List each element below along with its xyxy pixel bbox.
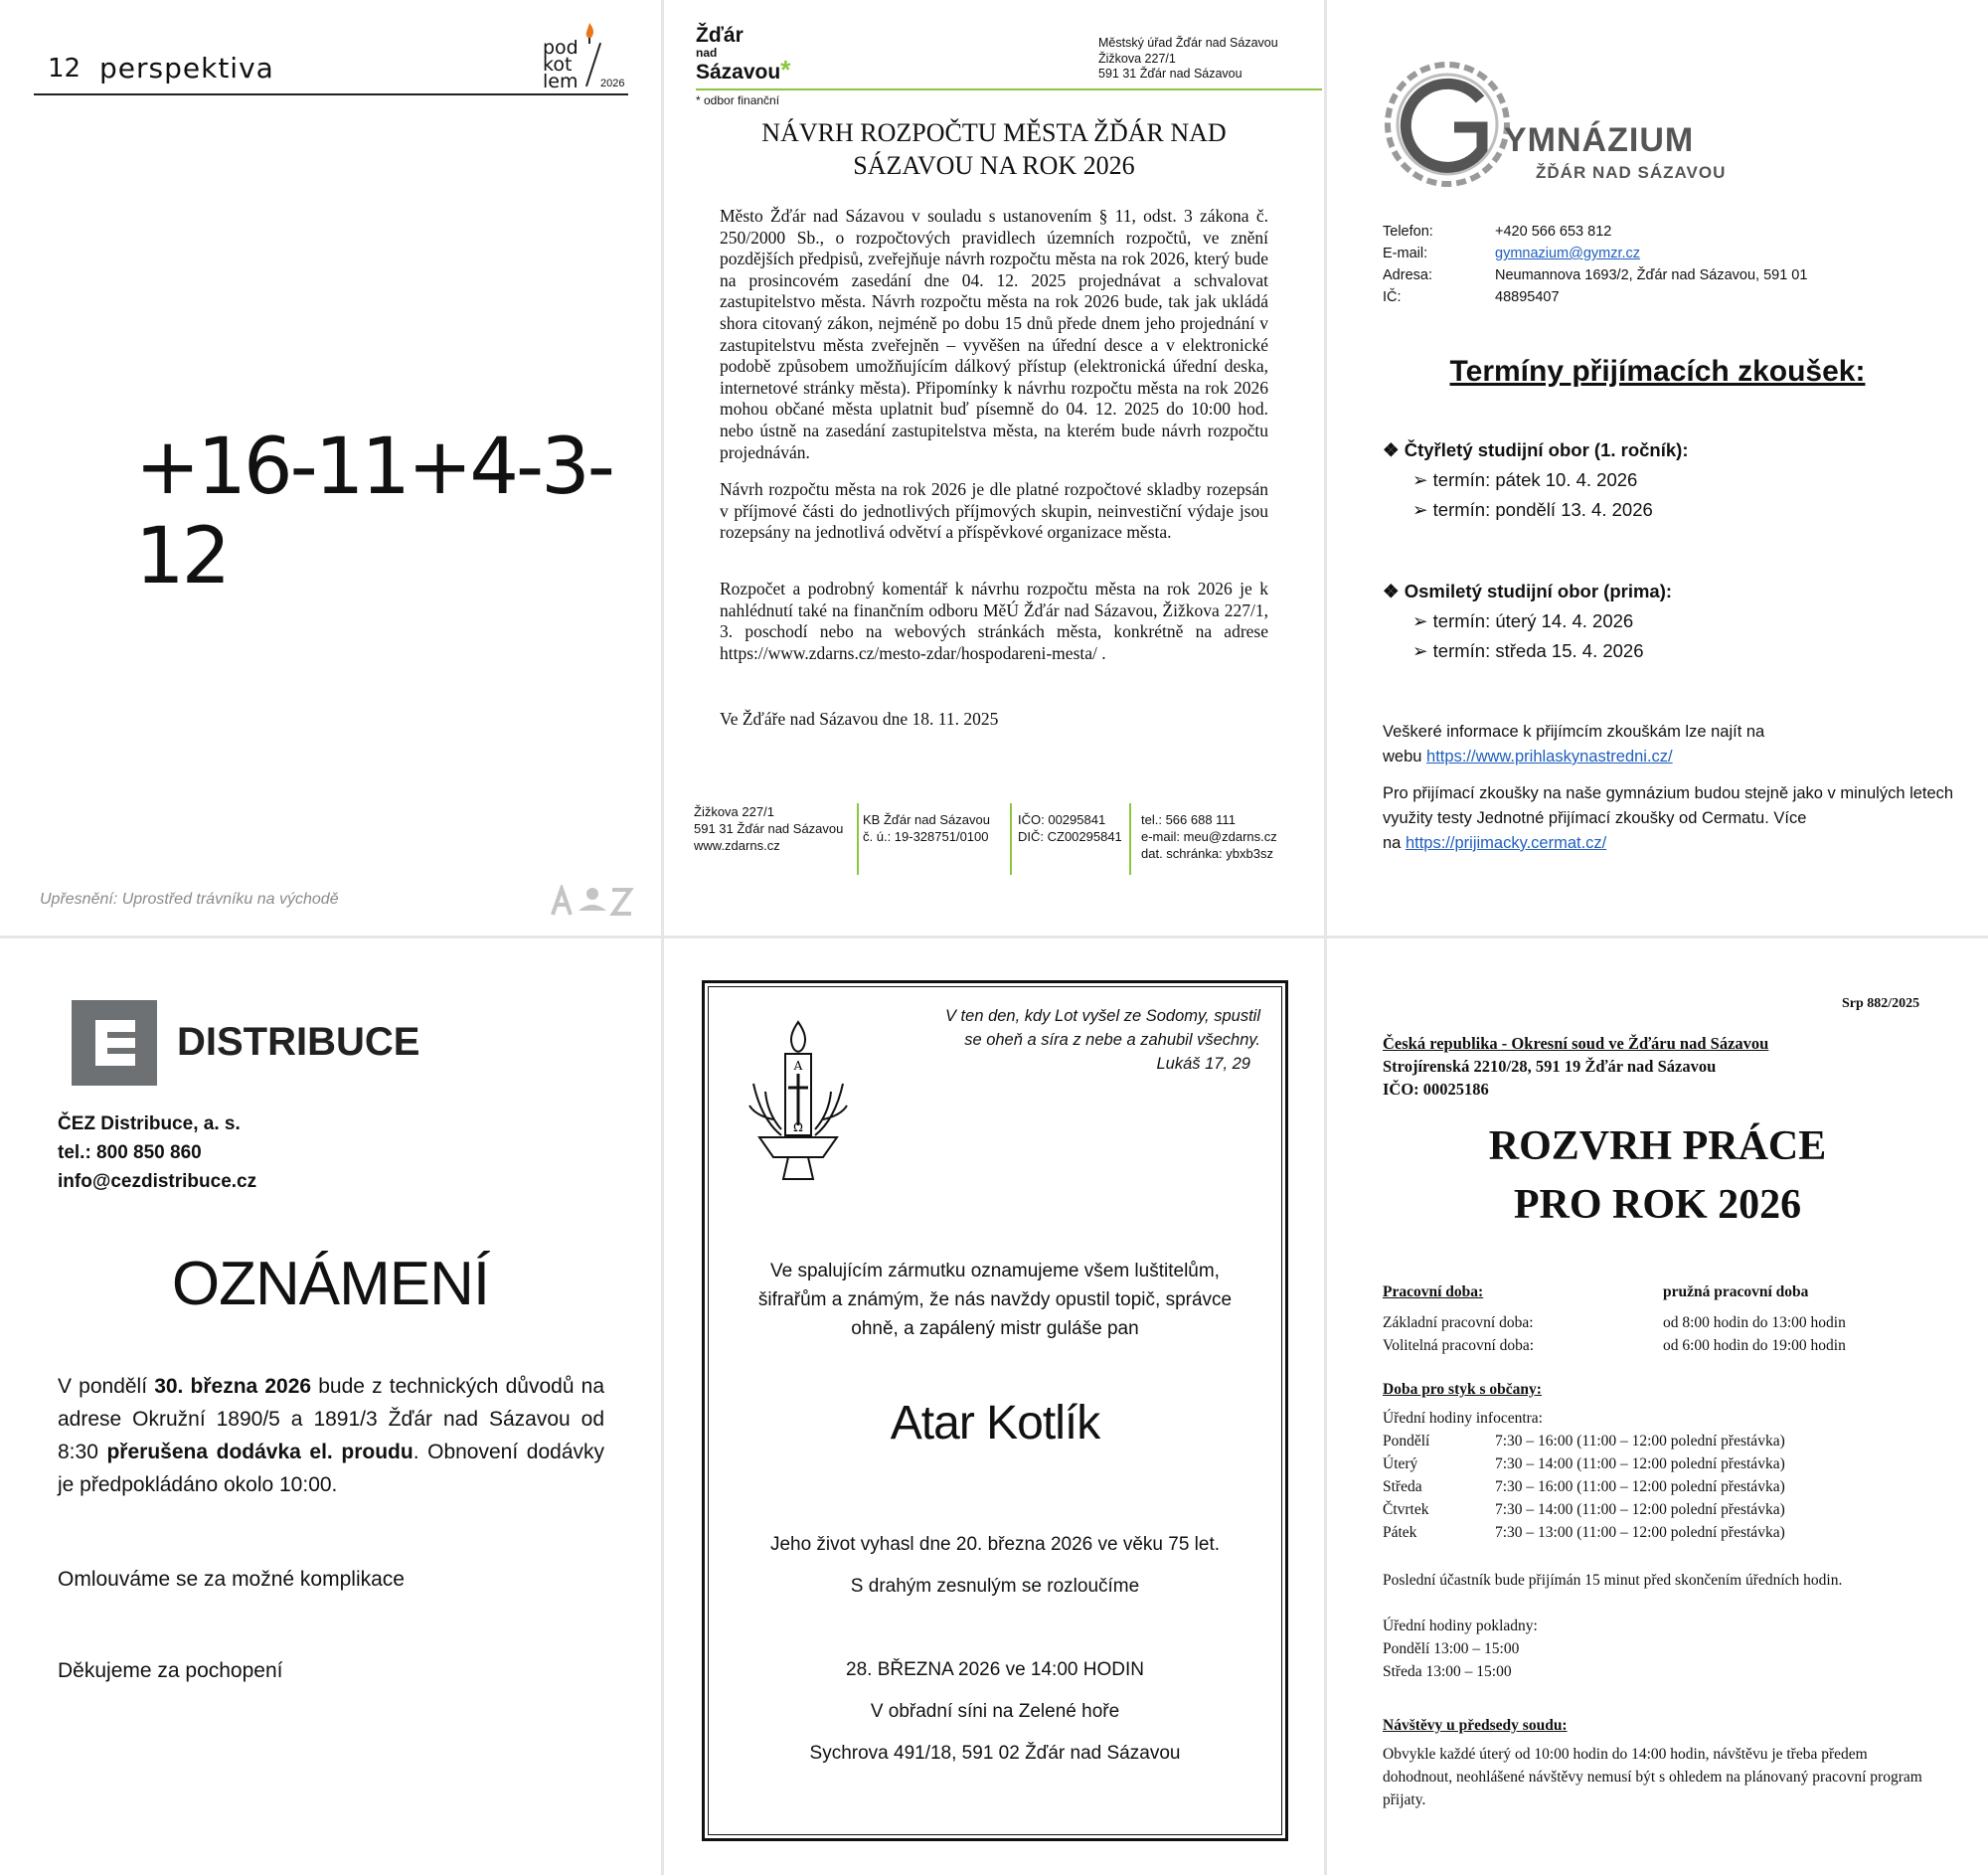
arrow-bullet-icon: ➢ [1412,610,1433,631]
info-label: IČ: [1383,289,1402,305]
info-block-1 [1383,720,1959,769]
cash-line: Středa 13:00 – 15:00 [1383,1663,1512,1680]
footer-ids [1018,811,1122,845]
court-header [1383,1032,1768,1101]
footer-email: e-mail: meu@zdarns.cz [1141,829,1277,844]
candle-omega: Ω [793,1120,803,1134]
contact-info [1383,221,1807,308]
exam-group-4yr [1383,435,1688,525]
footer-street: Žižkova 227/1 [694,804,774,819]
email-link[interactable]: gymnazium@gymzr.cz [1495,246,1641,261]
outage-notice [58,1370,604,1501]
last-participant-note: Poslední účastník bude přijímán 15 minut před skončením úředních hodin. [1383,1572,1843,1589]
city-logo-line-2: nad [696,46,718,60]
footer-phone: tel.: 566 688 111 [1141,812,1236,827]
paragraph-3: Rozpočet a podrobný komentář k návrhu rozpočtu města na rok 2026 je k nahlédnutí také na finančním odboru MěÚ Žďár nad Sázavou, Žižkova 227/1, 3. poschodí nebo na webových stránkách města, konkrétně na adrese https://www.zdarns.cz/mesto-zdar/hospodareni-mesta/ . [720,579,1268,663]
funeral-date: 28. BŘEZNA 2026 ve 14:00 HODIN [846,1659,1144,1680]
day-hours: 7:30 – 16:00 (11:00 – 12:00 polední přestávka) [1495,1478,1785,1495]
intro-line: Ve spalujícím zármutku oznamujeme všem luštitelům, [770,1261,1220,1281]
court-ico: IČO: 00025186 [1383,1080,1489,1099]
footer-divider [857,803,859,875]
budget-heading [664,116,1324,182]
day-name: Úterý [1383,1455,1418,1472]
funeral-place: V obřadní síni na Zelené hoře [870,1701,1120,1722]
company-phone: tel.: 800 850 860 [58,1142,202,1163]
arrow-bullet-icon: ➢ [1412,640,1433,661]
title-line: PRO ROK 2026 [1513,1182,1802,1228]
work-hours [1383,1280,1939,1357]
court-schedule-panel [1327,938,1988,1875]
gymnasium-panel [1327,0,1988,936]
apology-line: Omlouváme se za možné komplikace [58,1568,405,1591]
header-rule [696,88,1322,90]
work-value: pružná pracovní doba [1663,1283,1809,1300]
section-title: perspektiva [99,52,274,85]
work-label: Pracovní doba: [1383,1283,1484,1300]
arrow-bullet-icon: ➢ [1412,499,1433,520]
notice-title: OZNÁMENÍ [171,1250,490,1318]
info-text: Veškeré informace k přijímcím zkouškám lze najít na [1383,723,1765,741]
day-name: Středa [1383,1478,1422,1495]
logo-line-3: lem [543,71,579,92]
info-ic: 48895407 [1495,289,1560,305]
footer-dic: DIČ: CZ00295841 [1018,829,1122,844]
info-label: E-mail: [1383,246,1428,261]
logo-line-2: kot [543,54,573,76]
az-logo [551,885,634,917]
quote-line: se oheň a síra z nebe a zahubil všechny. [964,1031,1260,1049]
office-line-1: Městský úřad Žďár nad Sázavou [1098,36,1278,50]
president-visits [1383,1714,1939,1811]
footer-divider [1129,803,1131,875]
exam-date: termín: pátek 10. 4. 2026 [1432,469,1638,490]
contact-heading: Doba pro styk s občany: [1383,1381,1542,1398]
logo-wordmark: YMNÁZIUM [1504,121,1695,159]
info-prefix: na [1383,834,1402,852]
exam-group-8yr [1383,577,1672,666]
paragraph-1: Město Žďár nad Sázavou v souladu s ustanovením § 11, odst. 3 zákona č. 250/2000 Sb., o rozpočtových pravidlech územních rozpočtů, ve znění pozdějších předpisů, zveřejňuje návrh rozpočtu města na rok 2026, který bude na prosincovém zasedání dne 04. 12. 2025 projednávat a schvalovat zastupitelstvo města. Návrh rozpočtu města na rok 2026 bude, tak jak ukládá shora citovaný zákon, nejméně po dobu 15 dnů přede dnem jeho projednání v zastupitelstvu města zveřejněn – vyvěšen na úřední desce a v elektronické podobě způsobem umožňujícím dálkový přístup (elektronická úřední deska, internetové stránky města). Připomínky k návrhu rozpočtu města na rok 2026 mohou občané města uplatnit buď písemně do 04. 12. 2025 do 10:00 hod. nebo ústně na zasedání zastupitelstva města, na kterém bude návrh rozpočtu projednáván. [720,206,1268,462]
day-name: Čtvrtek [1383,1501,1429,1518]
header-rule [34,93,628,95]
day-hours: 7:30 – 13:00 (11:00 – 12:00 polední přestávka) [1495,1524,1785,1541]
schedule-title [1327,1117,1988,1235]
footer-city: 591 31 Žďár nad Sázavou [694,821,844,836]
notice-text: bude z technických důvodů na adrese Okružní 1890/5 a 1891/3 Žďár nad Sázavou od 8:30 [58,1375,604,1463]
info-block-2 [1383,781,1959,856]
info-prefix: webu [1383,748,1422,766]
city-logo-line-3: Sázavou [696,61,781,84]
info-address: Neumannova 1693/2, Žďár nad Sázavou, 591 01 [1495,267,1808,283]
heading-line-2: SÁZAVOU NA ROK 2026 [853,151,1135,180]
company-name: ČEZ Distribuce, a. s. [58,1113,241,1134]
podkotlem-logo [543,22,632,91]
prihlasky-link[interactable]: https://www.prihlaskynastredni.cz/ [1426,748,1673,766]
candle-alpha: Α [793,1059,803,1073]
visits-text: Obvykle každé úterý od 10:00 hodin do 14:00 hodin, návštěvu je třeba předem dohodnout, neohlášené návštěvy nemusí být s ohledem na plánovaný pracovní program přijaty. [1383,1746,1922,1808]
info-label: Telefon: [1383,224,1433,240]
thanks-line: Děkujeme za pochopení [58,1659,283,1682]
court-name: Česká republika - Okresní soud ve Žďáru nad Sázavou [1383,1034,1769,1053]
optional-value: od 6:00 hodin do 19:00 hodin [1663,1337,1846,1354]
perspektiva-panel [0,0,661,936]
day-hours: 7:30 – 16:00 (11:00 – 12:00 polední přestávka) [1495,1433,1785,1449]
paragraph-2: Návrh rozpočtu města na rok 2026 je dle platné rozpočtové skladby rozepsán v příjmové části do jednotlivých příjmových skupin, neinvestiční výdaje jsou rozepsány na jednotlivá odvětví a příspěvkové organizace města. [720,479,1268,543]
info-text: Pro přijímací zkoušky na naše gymnázium budou stejně jako v minulých letech využity testy Jednotné přijímací zkoušky od Cermatu. Více [1383,784,1954,827]
cez-e-mark-icon [72,1000,157,1086]
cez-logo-icon [72,1000,157,1086]
quote-reference: Lukáš 17, 29 [1156,1055,1250,1073]
az-mark-icon [551,885,634,917]
date-line: Ve Žďáře nad Sázavou dne 18. 11. 2025 [720,709,999,729]
logo-subtitle: ŽĎÁR NAD SÁZAVOU [1536,163,1727,182]
exam-date: termín: pondělí 13. 4. 2026 [1432,499,1653,520]
basic-value: od 8:00 hodin do 13:00 hodin [1663,1314,1846,1331]
footer-account: č. ú.: 19-328751/0100 [863,829,989,844]
info-phone: +420 566 653 812 [1495,224,1612,240]
outage-highlight: přerušena dodávka el. proudu [106,1441,414,1463]
arrow-bullet-icon: ➢ [1412,469,1433,490]
footer-bank-name: KB Žďár nad Sázavou [863,812,990,827]
bible-quote [863,1004,1260,1076]
cash-hours [1383,1615,1538,1683]
logo-slash [585,43,601,86]
footer-web: www.zdarns.cz [694,838,780,853]
group-title: Osmiletý studijní obor (prima): [1404,581,1673,601]
case-reference: Srp 882/2025 [1842,996,1920,1011]
info-label: Adresa: [1383,267,1432,283]
footer-divider [1010,803,1012,875]
footnote: Upřesnění: Uprostřed trávníku na východě [40,891,339,908]
title-line: ROZVRH PRÁCE [1488,1123,1827,1169]
basic-label: Základní pracovní doba: [1383,1314,1534,1331]
notice-text: V pondělí [58,1375,155,1398]
diamond-bullet-icon: ❖ [1383,439,1405,460]
optional-label: Volitelná pracovní doba: [1383,1337,1535,1354]
cez-logo-text: DISTRIBUCE [177,1020,420,1064]
green-star-icon: * [780,55,791,85]
court-address: Strojírenská 2210/28, 591 19 Žďár nad Sázavou [1383,1057,1717,1076]
gymnasium-logo [1383,60,1780,199]
day-hours: 7:30 – 14:00 (11:00 – 12:00 polední přestávka) [1495,1501,1785,1518]
obituary-panel [664,938,1324,1875]
greek-key-emblem-icon [1383,60,1512,189]
city-logo-line-1: Žďár [696,24,744,47]
footer-address [694,803,843,854]
office-line-2: Žižkova 227/1 [1098,51,1176,66]
funeral-address: Sychrova 491/18, 591 02 Žďár nad Sázavou [809,1743,1181,1764]
infocentre-label: Úřední hodiny infocentra: [1383,1410,1543,1427]
candle-icon [744,1020,853,1181]
budget-notice-panel [664,0,1324,936]
notice-text: . Obnovení dodávky je předpokládáno okolo 10:00. [58,1441,604,1496]
cermat-link[interactable]: https://prijimacky.cermat.cz/ [1405,834,1607,852]
life-line: Jeho život vyhasl dne 20. března 2026 ve věku 75 let. [769,1534,1221,1555]
group-title: Čtyřletý studijní obor (1. ročník): [1404,439,1689,460]
logo-year: 2026 [600,78,625,89]
deceased-name: Atar Kotlík [890,1397,1100,1449]
office-address [1098,36,1278,83]
footer-ico: IČO: 00295841 [1018,812,1106,827]
cez-contact [58,1109,256,1196]
cez-notice-panel [0,938,661,1875]
footer-databox: dat. schránka: ybxb3sz [1141,846,1273,861]
intro-line: šifrařům a známým, že nás navždy opustil topič, správce [757,1289,1233,1310]
cipher-code: +16-11+4-3-12 [135,423,612,601]
department: * odbor finanční [696,93,780,107]
flame-icon [582,22,596,44]
day-name: Pátek [1383,1524,1417,1541]
office-line-3: 591 31 Žďár nad Sázavou [1098,67,1242,81]
exam-heading: Termíny přijímacích zkoušek: [1449,355,1866,388]
footer-contact [1141,811,1277,862]
exam-date: termín: středa 15. 4. 2026 [1432,640,1644,661]
outage-date: 30. března 2026 [154,1375,312,1398]
quote-line: V ten den, kdy Lot vyšel ze Sodomy, spustil [944,1007,1260,1025]
company-email: info@cezdistribuce.cz [58,1171,257,1192]
cash-line: Pondělí 13:00 – 15:00 [1383,1640,1520,1657]
diamond-bullet-icon: ❖ [1383,581,1405,601]
footer-bank [863,811,990,845]
city-logo [696,26,790,83]
page-number: 12 [48,54,82,84]
farewell-line: S drahým zesnulým se rozloučíme [850,1576,1140,1597]
cash-label: Úřední hodiny pokladny: [1383,1618,1538,1634]
obituary-intro [708,1257,1282,1343]
heading-line-1: NÁVRH ROZPOČTU MĚSTA ŽĎÁR NAD [761,118,1227,147]
citizen-hours [1383,1378,1959,1544]
logo-line-1: pod [543,37,579,59]
intro-line: ohně, a zapálený mistr guláše pan [851,1318,1139,1339]
day-name: Pondělí [1383,1433,1430,1449]
exam-date: termín: úterý 14. 4. 2026 [1432,610,1634,631]
day-hours: 7:30 – 14:00 (11:00 – 12:00 polední přestávka) [1495,1455,1785,1472]
visits-heading: Návštěvy u předsedy soudu: [1383,1717,1568,1734]
